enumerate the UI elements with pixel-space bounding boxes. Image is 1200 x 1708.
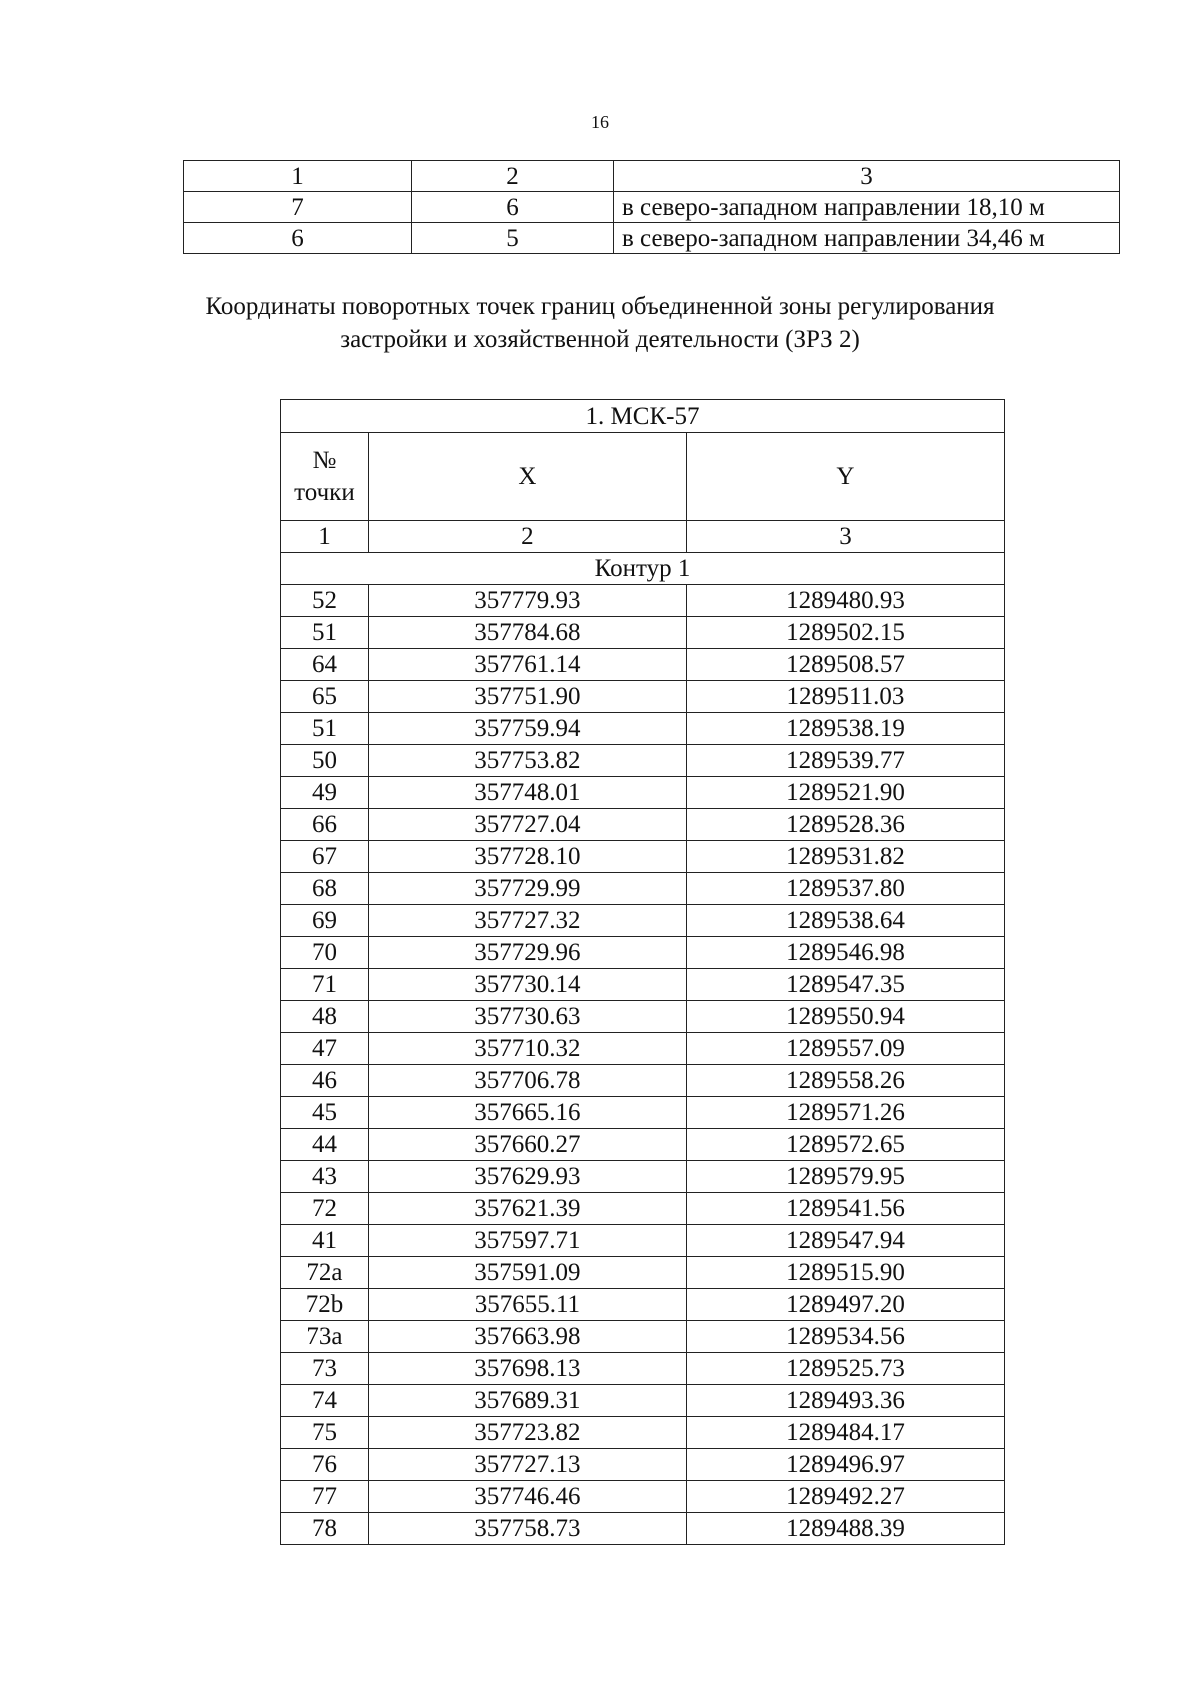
x-coordinate-cell: 357706.78 — [368, 1065, 686, 1097]
table-row — [281, 713, 1005, 745]
table-row — [281, 809, 1005, 841]
table-row — [184, 223, 1120, 254]
table-row — [281, 585, 1005, 617]
point-number-cell: 76 — [281, 1449, 369, 1481]
y-coordinate-cell: 1289528.36 — [686, 809, 1004, 841]
x-coordinate-cell: 357729.96 — [368, 937, 686, 969]
table-row — [281, 1129, 1005, 1161]
x-coordinate-cell: 357698.13 — [368, 1353, 686, 1385]
y-coordinate-cell: 1289541.56 — [686, 1193, 1004, 1225]
x-coordinate-cell: 357723.82 — [368, 1417, 686, 1449]
from-point-cell: 7 — [184, 192, 412, 223]
y-coordinate-cell: 1289531.82 — [686, 841, 1004, 873]
x-coordinate-cell: 357665.16 — [368, 1097, 686, 1129]
point-number-cell: 75 — [281, 1417, 369, 1449]
point-number-cell: 69 — [281, 905, 369, 937]
x-coordinate-cell: 357753.82 — [368, 745, 686, 777]
x-coordinate-cell: 357761.14 — [368, 649, 686, 681]
table-row — [281, 1289, 1005, 1321]
x-coordinate-cell: 357727.13 — [368, 1449, 686, 1481]
column-number-row — [281, 521, 1005, 553]
from-point-cell: 6 — [184, 223, 412, 254]
x-coordinate-cell: 357746.46 — [368, 1481, 686, 1513]
y-coordinate-cell: 1289493.36 — [686, 1385, 1004, 1417]
x-coordinate-cell: 357727.32 — [368, 905, 686, 937]
x-coordinate-cell: 357758.73 — [368, 1513, 686, 1545]
table-row — [281, 1193, 1005, 1225]
x-coordinate-cell: 357729.99 — [368, 873, 686, 905]
y-coordinate-cell: 1289484.17 — [686, 1417, 1004, 1449]
point-number-cell: 51 — [281, 713, 369, 745]
point-number-cell: 48 — [281, 1001, 369, 1033]
point-number-header-line-1: № — [312, 446, 337, 474]
y-coordinate-cell: 1289546.98 — [686, 937, 1004, 969]
point-number-cell: 66 — [281, 809, 369, 841]
point-number-cell: 45 — [281, 1097, 369, 1129]
y-coordinate-cell: 1289502.15 — [686, 617, 1004, 649]
point-number-header — [281, 433, 369, 521]
description-cell: в северо-западном направлении 18,10 м — [614, 192, 1120, 223]
page-number: 16 — [591, 112, 609, 132]
x-coordinate-cell: 357727.04 — [368, 809, 686, 841]
y-coordinate-cell: 1289557.09 — [686, 1033, 1004, 1065]
x-coordinate-cell: 357663.98 — [368, 1321, 686, 1353]
y-header: Y — [686, 433, 1004, 521]
y-coordinate-cell: 1289521.90 — [686, 777, 1004, 809]
heading-line-1: Координаты поворотных точек границ объединенной зоны регулирования — [205, 293, 995, 320]
x-header: X — [368, 433, 686, 521]
table-row — [281, 1257, 1005, 1289]
table-row — [281, 937, 1005, 969]
point-number-cell: 72b — [281, 1289, 369, 1321]
table-row — [281, 681, 1005, 713]
table-row — [281, 1385, 1005, 1417]
point-number-cell: 68 — [281, 873, 369, 905]
column-header-row — [281, 433, 1005, 521]
y-coordinate-cell: 1289537.80 — [686, 873, 1004, 905]
point-number-cell: 77 — [281, 1481, 369, 1513]
y-coordinate-cell: 1289550.94 — [686, 1001, 1004, 1033]
table-row — [281, 841, 1005, 873]
header-cell: 3 — [614, 161, 1120, 192]
y-coordinate-cell: 1289572.65 — [686, 1129, 1004, 1161]
point-number-cell: 71 — [281, 969, 369, 1001]
table-row — [281, 969, 1005, 1001]
point-number-cell: 70 — [281, 937, 369, 969]
table-row — [281, 1481, 1005, 1513]
column-number-cell: 2 — [368, 521, 686, 553]
point-number-cell: 41 — [281, 1225, 369, 1257]
x-coordinate-cell: 357710.32 — [368, 1033, 686, 1065]
contour-row — [281, 553, 1005, 585]
point-number-cell: 43 — [281, 1161, 369, 1193]
x-coordinate-cell: 357660.27 — [368, 1129, 686, 1161]
table-row — [281, 1065, 1005, 1097]
point-number-cell: 72 — [281, 1193, 369, 1225]
coordinate-system-row — [281, 400, 1005, 433]
table-row — [281, 1353, 1005, 1385]
y-coordinate-cell: 1289508.57 — [686, 649, 1004, 681]
x-coordinate-cell: 357751.90 — [368, 681, 686, 713]
point-number-cell: 51 — [281, 617, 369, 649]
point-number-header-line-2: точки — [294, 478, 355, 506]
table-header-row — [184, 161, 1120, 192]
to-point-cell: 6 — [412, 192, 614, 223]
x-coordinate-cell: 357759.94 — [368, 713, 686, 745]
y-coordinate-cell: 1289525.73 — [686, 1353, 1004, 1385]
point-number-cell: 65 — [281, 681, 369, 713]
y-coordinate-cell: 1289534.56 — [686, 1321, 1004, 1353]
to-point-cell: 5 — [412, 223, 614, 254]
table-row — [281, 873, 1005, 905]
table-row — [184, 192, 1120, 223]
y-coordinate-cell: 1289488.39 — [686, 1513, 1004, 1545]
x-coordinate-cell: 357730.14 — [368, 969, 686, 1001]
table-row — [281, 1449, 1005, 1481]
table-row — [281, 617, 1005, 649]
coordinate-system-cell: 1. МСК-57 — [281, 400, 1005, 433]
y-coordinate-cell: 1289558.26 — [686, 1065, 1004, 1097]
y-coordinate-cell: 1289538.19 — [686, 713, 1004, 745]
point-number-cell: 73 — [281, 1353, 369, 1385]
header-cell: 1 — [184, 161, 412, 192]
column-number-cell: 1 — [281, 521, 369, 553]
table-row — [281, 1513, 1005, 1545]
y-coordinate-cell: 1289539.77 — [686, 745, 1004, 777]
table-row — [281, 1097, 1005, 1129]
point-number-cell: 73a — [281, 1321, 369, 1353]
y-coordinate-cell: 1289480.93 — [686, 585, 1004, 617]
table-row — [281, 1161, 1005, 1193]
x-coordinate-cell: 357728.10 — [368, 841, 686, 873]
x-coordinate-cell: 357597.71 — [368, 1225, 686, 1257]
y-coordinate-cell: 1289579.95 — [686, 1161, 1004, 1193]
point-number-cell: 46 — [281, 1065, 369, 1097]
x-coordinate-cell: 357689.31 — [368, 1385, 686, 1417]
point-number-cell: 64 — [281, 649, 369, 681]
contour-label: Контур 1 — [281, 553, 1005, 585]
table-row — [281, 1417, 1005, 1449]
x-coordinate-cell: 357655.11 — [368, 1289, 686, 1321]
point-number-cell: 50 — [281, 745, 369, 777]
table-row — [281, 745, 1005, 777]
header-cell: 2 — [412, 161, 614, 192]
x-coordinate-cell: 357748.01 — [368, 777, 686, 809]
y-coordinate-cell: 1289538.64 — [686, 905, 1004, 937]
point-number-cell: 47 — [281, 1033, 369, 1065]
point-number-cell: 49 — [281, 777, 369, 809]
y-coordinate-cell: 1289547.35 — [686, 969, 1004, 1001]
heading-line-2: застройки и хозяйственной деятельности (ЗРЗ 2) — [340, 326, 860, 353]
table-row — [281, 905, 1005, 937]
section-heading — [0, 290, 1200, 356]
point-number-cell: 74 — [281, 1385, 369, 1417]
point-number-cell: 78 — [281, 1513, 369, 1545]
y-coordinate-cell: 1289571.26 — [686, 1097, 1004, 1129]
column-number-cell: 3 — [686, 521, 1004, 553]
table-row — [281, 777, 1005, 809]
point-number-cell: 52 — [281, 585, 369, 617]
direction-table — [183, 160, 1120, 254]
table-row — [281, 1001, 1005, 1033]
description-cell: в северо-западном направлении 34,46 м — [614, 223, 1120, 254]
y-coordinate-cell: 1289497.20 — [686, 1289, 1004, 1321]
x-coordinate-cell: 357784.68 — [368, 617, 686, 649]
table-row — [281, 649, 1005, 681]
x-coordinate-cell: 357730.63 — [368, 1001, 686, 1033]
point-number-cell: 44 — [281, 1129, 369, 1161]
y-coordinate-cell: 1289515.90 — [686, 1257, 1004, 1289]
point-number-cell: 67 — [281, 841, 369, 873]
x-coordinate-cell: 357629.93 — [368, 1161, 686, 1193]
table-row — [281, 1225, 1005, 1257]
table-row — [281, 1321, 1005, 1353]
y-coordinate-cell: 1289496.97 — [686, 1449, 1004, 1481]
y-coordinate-cell: 1289492.27 — [686, 1481, 1004, 1513]
x-coordinate-cell: 357779.93 — [368, 585, 686, 617]
table-row — [281, 1033, 1005, 1065]
y-coordinate-cell: 1289547.94 — [686, 1225, 1004, 1257]
x-coordinate-cell: 357621.39 — [368, 1193, 686, 1225]
y-coordinate-cell: 1289511.03 — [686, 681, 1004, 713]
x-coordinate-cell: 357591.09 — [368, 1257, 686, 1289]
coordinates-table — [280, 399, 1005, 1545]
point-number-cell: 72a — [281, 1257, 369, 1289]
